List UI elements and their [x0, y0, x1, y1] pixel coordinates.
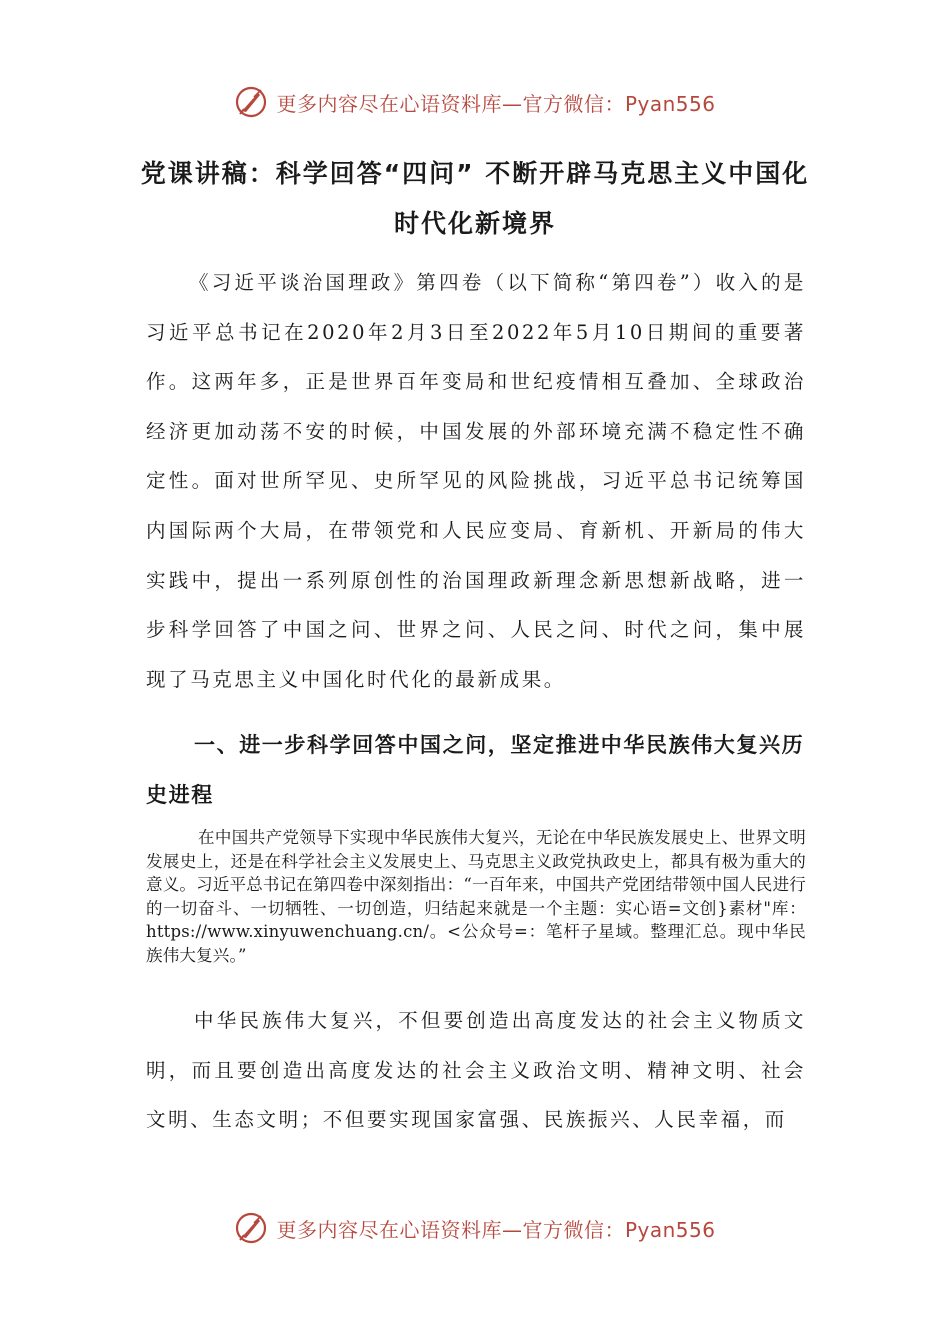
footer-banner — [0, 1208, 950, 1248]
section1-heading: 一、进一步科学回答中国之问，坚定推进中华民族伟大复兴历史进程 — [146, 733, 805, 807]
header-banner — [0, 82, 950, 122]
document-title-line1: 党课讲稿：科学回答“四问” 不断开辟马克思主义中国化 — [140, 159, 810, 188]
header-banner-text: 更多内容尽在心语资料库—官方微信：Pyan556 — [276, 91, 716, 116]
quill-logo-icon — [234, 85, 268, 119]
section1-paragraph-2: 中华民族伟大复兴，不但要创造出高度发达的社会主义物质文明，而且要创造出高度发达的社会主义政治文明、精神文明、社会文明、生态文明；不但要实现国家富强、民族振兴、人民幸福，而 — [146, 1009, 806, 1132]
document-title-line2: 时代化新境界 — [393, 209, 556, 238]
section1-paragraph-quote: 在中国共产党领导下实现中华民族伟大复兴，无论在中华民族发展史上、世界文明发展史上，还是在科学社会主义发展史上、马克思主义政党执政史上，都具有极为重大的意义。习近平总书记在第四卷中深刻指出：“一百年来，中国共产党团结带领中国人民进行的一切奋斗、一切牺牲、一切创造，归结起来就是一个主题：实心语=文创}素材"库：https://www.xinyuwenchuang.cn/。<公众号=：笔杆子星域。整理汇总。现中华民族伟大复兴。” — [146, 828, 806, 965]
intro-paragraph: 《习近平谈治国理政》第四卷（以下简称“第四卷”）收入的是习近平总书记在2020年2月3日至2022年5月10日期间的重要著作。这两年多，正是世界百年变局和世纪疫情相互叠加、全球政治经济更加动荡不安的时候，中国发展的外部环境充满不稳定性不确定性。面对世所罕见、史所罕见的风险挑战，习近平总书记统筹国内国际两个大局，在带领党和人民应变局、育新机、开新局的伟大实践中，提出一系列原创性的治国理政新理念新思想新战略，进一步科学回答了中国之问、世界之问、人民之问、时代之问，集中展现了马克思主义中国化时代化的最新成果。 — [146, 271, 806, 691]
quill-logo-icon — [234, 1211, 268, 1245]
footer-banner-text: 更多内容尽在心语资料库—官方微信：Pyan556 — [276, 1217, 716, 1242]
